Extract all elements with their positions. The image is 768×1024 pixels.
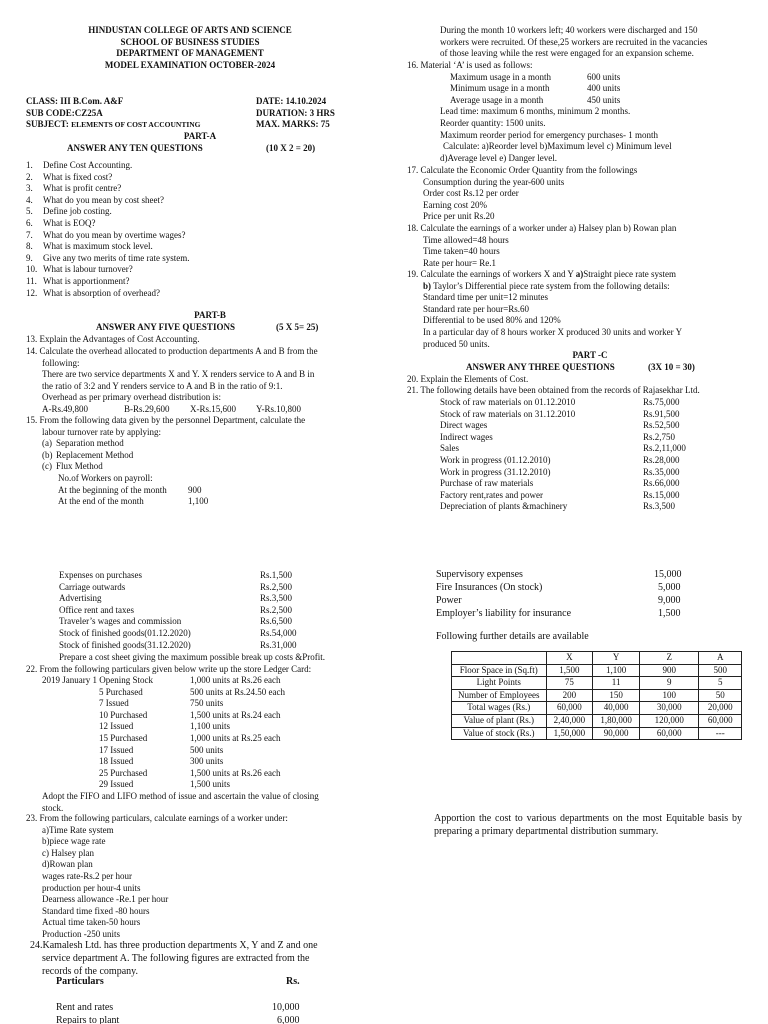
cell-value: 1,80,000	[593, 714, 640, 727]
item-label: Stock of finished goods(01.12.2020)	[59, 627, 191, 638]
question-number: 3.	[26, 183, 33, 194]
cost-item-row	[59, 582, 359, 594]
cost-item-row	[440, 420, 740, 432]
question-number: 11.	[26, 275, 37, 286]
question-13: 13. Explain the Advantages of Cost Accounting.	[26, 334, 200, 344]
ledger-detail: 750 units	[190, 698, 224, 709]
question-text: What is maximum stock level.	[43, 241, 153, 252]
item-label: Stock of raw materials on 01.12.2010	[440, 397, 576, 407]
item-label: Stock of raw materials on 31.12.2010	[440, 408, 576, 419]
department-details-table	[451, 651, 742, 740]
row-label: Light Points	[452, 677, 547, 690]
cost-item-row	[440, 467, 740, 479]
school-name: SCHOOL OF BUSINESS STUDIES	[120, 36, 260, 47]
part-a-question-11	[26, 276, 189, 288]
item-value: Rs.1,500	[260, 570, 293, 580]
question-number: 10.	[26, 264, 38, 275]
cell-value: 11	[593, 677, 640, 690]
ledger-detail: 300 units	[190, 756, 224, 767]
cell-value: 20,000	[699, 702, 742, 715]
item-value: Rs.15,000	[643, 489, 680, 500]
question-number: 9.	[26, 252, 33, 263]
question-text: What is labour turnover?	[43, 264, 133, 275]
part-a-question-7	[26, 230, 189, 242]
ledger-date: 5 Purchased	[99, 686, 143, 697]
cost-item-row	[440, 432, 740, 444]
column-header: A	[699, 652, 742, 665]
question-number: 8.	[26, 241, 33, 252]
question-text: What is EOQ?	[43, 217, 96, 228]
part-c-marks: (3X 10 = 30)	[648, 362, 695, 372]
question-number: 6.	[26, 217, 33, 228]
ledger-date: 12 Issued	[99, 721, 134, 732]
item-value: Rs.28,000	[643, 454, 680, 465]
cell-value: 100	[640, 689, 699, 702]
question-22-instruction: Adopt the FIFO and LIFO method of issue and ascertain the value of closing stock.	[42, 791, 319, 813]
item-value: Rs.66,000	[643, 478, 680, 489]
question-number: 2.	[26, 171, 33, 182]
ledger-row	[42, 779, 362, 791]
ledger-detail: 1,500 units at Rs.24 each	[190, 709, 281, 720]
part-a-marks: (10 X 2 = 20)	[266, 143, 316, 153]
item-value: Rs.2,11,000	[643, 443, 686, 454]
ledger-row	[42, 721, 362, 733]
ledger-date: 2019 January 1 Opening Stock	[42, 675, 153, 685]
item-value: Rs.6,500	[260, 616, 293, 627]
table-row	[452, 689, 742, 702]
row-label: Value of stock (Rs.)	[452, 727, 547, 740]
q24-further-details: Following further details are available	[436, 631, 589, 642]
question-18: 18. Calculate the earnings of a worker under a) Halsey plan b) Rowan plan Time allowed=48 hours Time taken=40 hours Rate per hour= Re.1	[407, 223, 677, 268]
cell-value: 9	[640, 677, 699, 690]
part-a-question-8	[26, 241, 189, 253]
cost-item-row	[59, 616, 359, 628]
exam-meta-right	[256, 96, 335, 131]
table-row	[452, 677, 742, 690]
max-marks: MAX. MARKS: 75	[256, 119, 330, 130]
item-value: Rs.75,000	[643, 397, 680, 407]
q24-col-particulars: Particulars	[56, 976, 104, 987]
ledger-detail: 1,500 units at Rs.26 each	[190, 767, 281, 778]
question-text: What do you mean by overtime wages?	[43, 229, 186, 240]
ledger-row	[42, 687, 362, 699]
cell-value: 2,40,000	[546, 714, 593, 727]
ledger-row	[42, 745, 362, 757]
item-label: Advertising	[59, 593, 102, 604]
ledger-row	[42, 756, 362, 768]
part-a-question-3	[26, 183, 189, 195]
q24-col-rs: Rs.	[286, 976, 300, 987]
ledger-date: 17 Issued	[99, 744, 134, 755]
item-label: Office rent and taxes	[59, 604, 135, 615]
item-label: Direct wages	[440, 420, 488, 431]
q24-expense-list-continued: Supervisory expenses 15,000 Fire Insurances (On stock) 5,000 Power 9,000 Employer’s liability for insurance 1,500	[436, 569, 682, 619]
item-label: Work in progress (31.12.2010)	[440, 466, 551, 477]
ledger-detail: 1,000 units at Rs.25 each	[190, 732, 281, 743]
question-text: Define job costing.	[43, 206, 112, 217]
question-number: 12.	[26, 287, 38, 298]
item-value: Rs.35,000	[643, 466, 680, 477]
question-21: 21. The following details have been obtained from the records of Rajasekhar Ltd.	[407, 385, 700, 395]
question-text: What is absorption of overhead?	[43, 287, 160, 298]
ledger-date: 29 Issued	[99, 779, 134, 790]
question-number: 1.	[26, 160, 33, 170]
cost-item-row	[440, 478, 740, 490]
cell-value: 1,100	[593, 664, 640, 677]
item-label: Indirect wages	[440, 431, 493, 442]
cost-item-row	[59, 593, 359, 605]
ledger-row	[42, 675, 362, 687]
question-15: 15. From the following data given by the personnel Department, calculate the labour turnover rate by applying: (a) Separation method (b) Replacement Method (c) Flux Method No.of Workers on payroll: At the beginning of the month 900 At the end of the month 1,100	[26, 415, 306, 507]
cell-value: 60,000	[640, 727, 699, 740]
item-value: Rs.52,500	[643, 420, 680, 431]
cost-item-row	[440, 501, 740, 513]
part-b-title: PART-B	[194, 310, 226, 320]
question-text: What do you mean by cost sheet?	[43, 194, 164, 205]
college-name: HINDUSTAN COLLEGE OF ARTS AND SCIENCE	[88, 25, 292, 35]
question-17: 17. Calculate the Economic Order Quantity from the followings Consumption during the year-600 units Order cost Rs.12 per order Earning cost 20% Price per unit Rs.20	[407, 165, 638, 222]
cost-item-row	[59, 640, 359, 652]
ledger-date: 15 Purchased	[99, 732, 148, 743]
ledger-date: 18 Issued	[99, 756, 134, 767]
question-19: 19. Calculate the earnings of workers X and Y a)Straight piece rate system b) Taylor’s Differential piece rate system from the following details: Standard time per unit=12 minutes Standard rate per hour=Rs.60 Differential to be used 80% and 120% In a particular day of 8 hours worker X produced 30 units and worker Y produced 50 units.	[407, 269, 683, 349]
cell-value: 60,000	[699, 714, 742, 727]
ledger-detail: 500 units at Rs.24.50 each	[190, 686, 285, 697]
department-name: DEPARTMENT OF MANAGEMENT	[116, 48, 264, 59]
ledger-detail: 1,500 units	[190, 779, 231, 790]
question-number: 5.	[26, 206, 33, 217]
question-21-items	[440, 397, 740, 513]
question-number: 7.	[26, 229, 33, 240]
question-text: What is profit centre?	[43, 183, 122, 194]
cell-value: 75	[546, 677, 593, 690]
cell-value: 500	[699, 664, 742, 677]
cell-value: 60,000	[546, 702, 593, 715]
question-number: 4.	[26, 194, 33, 205]
cell-value: 5	[699, 677, 742, 690]
row-label: Number of Employees	[452, 689, 547, 702]
item-value: Rs.54,000	[260, 627, 297, 638]
item-label: Expenses on purchases	[59, 570, 142, 580]
part-a-question-list	[26, 160, 189, 299]
cost-item-row	[440, 443, 740, 455]
cell-value: 150	[593, 689, 640, 702]
sub-code: SUB CODE:CZ25A	[26, 107, 103, 118]
question-text: What is fixed cost?	[43, 171, 113, 182]
table-row	[452, 664, 742, 677]
ledger-row	[42, 710, 362, 722]
ledger-detail: 500 units	[190, 744, 224, 755]
table-row	[452, 714, 742, 727]
item-label: Work in progress (01.12.2010)	[440, 454, 551, 465]
question-15-continued: During the month 10 workers left; 40 workers were discharged and 150 workers were recruited. Of these,25 workers are recruited in the vacancies of those leaving while the rest were engaged for an expansion scheme.	[440, 25, 708, 59]
part-a-question-2	[26, 172, 189, 184]
item-value: Rs.2,750	[643, 431, 676, 442]
row-label: Total wages (Rs.)	[452, 702, 547, 715]
item-label: Traveler’s wages and commission	[59, 616, 182, 627]
question-text: What is apportionment?	[43, 275, 130, 286]
question-21-items-continued	[59, 570, 359, 651]
cost-item-row	[440, 455, 740, 467]
part-b-marks: (5 X 5= 25)	[276, 322, 319, 332]
question-22: 22. From the following particulars given below write up the store Ledger Card:	[26, 664, 312, 674]
table-row	[452, 702, 742, 715]
part-a-title: PART-A	[183, 131, 217, 141]
cell-value: 50	[699, 689, 742, 702]
row-label: Value of plant (Rs.)	[452, 714, 547, 727]
table-row	[452, 727, 742, 740]
row-label: Floor Space in (Sq.ft)	[452, 664, 547, 677]
cell-value: ---	[699, 727, 742, 740]
cell-value: 90,000	[593, 727, 640, 740]
ledger-row	[42, 768, 362, 780]
part-a-instruction: ANSWER ANY TEN QUESTIONS	[67, 143, 203, 153]
part-a-question-6	[26, 218, 189, 230]
cost-item-row	[440, 490, 740, 502]
exam-meta-left	[26, 96, 201, 131]
item-value: Rs.3,500	[643, 501, 676, 512]
question-text: Define Cost Accounting.	[43, 160, 133, 170]
cell-value: 900	[640, 664, 699, 677]
cost-item-row	[59, 570, 359, 582]
column-header: Y	[593, 652, 640, 665]
exam-name: MODEL EXAMINATION OCTOBER-2024	[104, 59, 276, 70]
cost-item-row	[59, 628, 359, 640]
exam-duration: DURATION: 3 HRS	[256, 107, 335, 118]
part-a-question-12	[26, 288, 189, 300]
cost-item-row	[440, 409, 740, 421]
ledger-row	[42, 698, 362, 710]
item-label: Factory rent,rates and power	[440, 489, 543, 500]
part-a-question-5	[26, 206, 189, 218]
cell-value: 40,000	[593, 702, 640, 715]
column-header: Z	[640, 652, 699, 665]
column-header: X	[546, 652, 593, 665]
store-ledger-transactions	[42, 675, 362, 791]
part-c-title: PART -C	[572, 350, 608, 360]
item-value: Rs.2,500	[260, 581, 293, 592]
class-label: CLASS: III B.Com. A&F	[26, 96, 124, 106]
ledger-detail: 1,100 units	[190, 721, 231, 732]
question-16: 16. Material ‘A’ is used as follows: Maximum usage in a month 600 units Minimum usage in a month 400 units Average usage in a month 450 units Lead time: maximum 6 months, minimum 2 months. Reorder quantity: 1500 units. Maximum reorder period for emergency purchases- 1 month Calculate: a)Reorder level b)Maximum level c) Minimum level d)Average level e) Danger level.	[407, 60, 672, 163]
item-value: Rs.31,000	[260, 639, 297, 650]
cost-item-row	[440, 397, 740, 409]
ledger-row	[42, 733, 362, 745]
question-24: 24.Kamalesh Ltd. has three production departments X, Y and Z and one service department A. The following figures are extracted from the records of the company.	[30, 940, 318, 977]
ledger-date: 7 Issued	[99, 698, 129, 709]
part-a-question-9	[26, 253, 189, 265]
part-a-question-10	[26, 264, 189, 276]
cell-value: 1,500	[546, 664, 593, 677]
question-23: 23. From the following particulars, calculate earnings of a worker under: a)Time Rate system b)piece wage rate c) Halsey plan d)Rowan plan wages rate-Rs.2 per hour production per hour-4 units Dearness allowance -Re.1 per hour Standard time fixed -80 hours Actual time taken-50 hours Production -250 units	[26, 813, 288, 939]
item-value: Rs.3,500	[260, 593, 293, 604]
item-label: Stock of finished goods(31.12.2020)	[59, 639, 191, 650]
question-14: 14. Calculate the overhead allocated to production departments A and B from the following: There are two service departments X and Y. X renders service to A and B in the ratio of 3:2 and Y renders service to A and B in the ratio of 9:1. Overhead as per primary overhead distribution is: A-Rs.49,800 B-Rs.29,600 X-Rs.15,600 Y-Rs.10,800	[26, 346, 318, 414]
question-21-instruction: Prepare a cost sheet giving the maximum possible break up costs &Profit.	[59, 652, 325, 662]
ledger-detail: 1,000 units at Rs.26 each	[190, 675, 281, 685]
item-value: Rs.91,500	[643, 408, 680, 419]
q24-apportion-instruction: Apportion the cost to various departments on the most Equitable basis by preparing a primary departmental distribution summary.	[434, 813, 742, 837]
cost-item-row	[59, 605, 359, 617]
subject-line: SUBJECT: ELEMENTS OF COST ACCOUNTING	[26, 119, 201, 130]
table-header-row	[452, 652, 742, 665]
ledger-date: 25 Purchased	[99, 767, 148, 778]
question-20: 20. Explain the Elements of Cost.	[407, 374, 529, 384]
part-b-instruction: ANSWER ANY FIVE QUESTIONS	[96, 322, 235, 332]
cell-value: 30,000	[640, 702, 699, 715]
cell-value: 200	[546, 689, 593, 702]
column-header	[452, 652, 547, 665]
item-value: Rs.2,500	[260, 604, 293, 615]
item-label: Sales	[440, 443, 459, 454]
cell-value: 1,50,000	[546, 727, 593, 740]
q24-expense-list: Rent and rates 10,000 Repairs to plant 6,000	[56, 1002, 300, 1024]
part-a-question-1	[26, 160, 189, 172]
item-label: Depreciation of plants &machinery	[440, 501, 568, 512]
exam-header	[20, 25, 360, 71]
exam-date: DATE: 14.10.2024	[256, 96, 327, 106]
part-a-question-4	[26, 195, 189, 207]
cell-value: 120,000	[640, 714, 699, 727]
part-c-instruction: ANSWER ANY THREE QUESTIONS	[466, 362, 615, 372]
question-text: Give any two merits of time rate system.	[43, 252, 190, 263]
item-label: Carriage outwards	[59, 581, 126, 592]
item-label: Purchase of raw materials	[440, 478, 534, 489]
ledger-date: 10 Purchased	[99, 709, 148, 720]
